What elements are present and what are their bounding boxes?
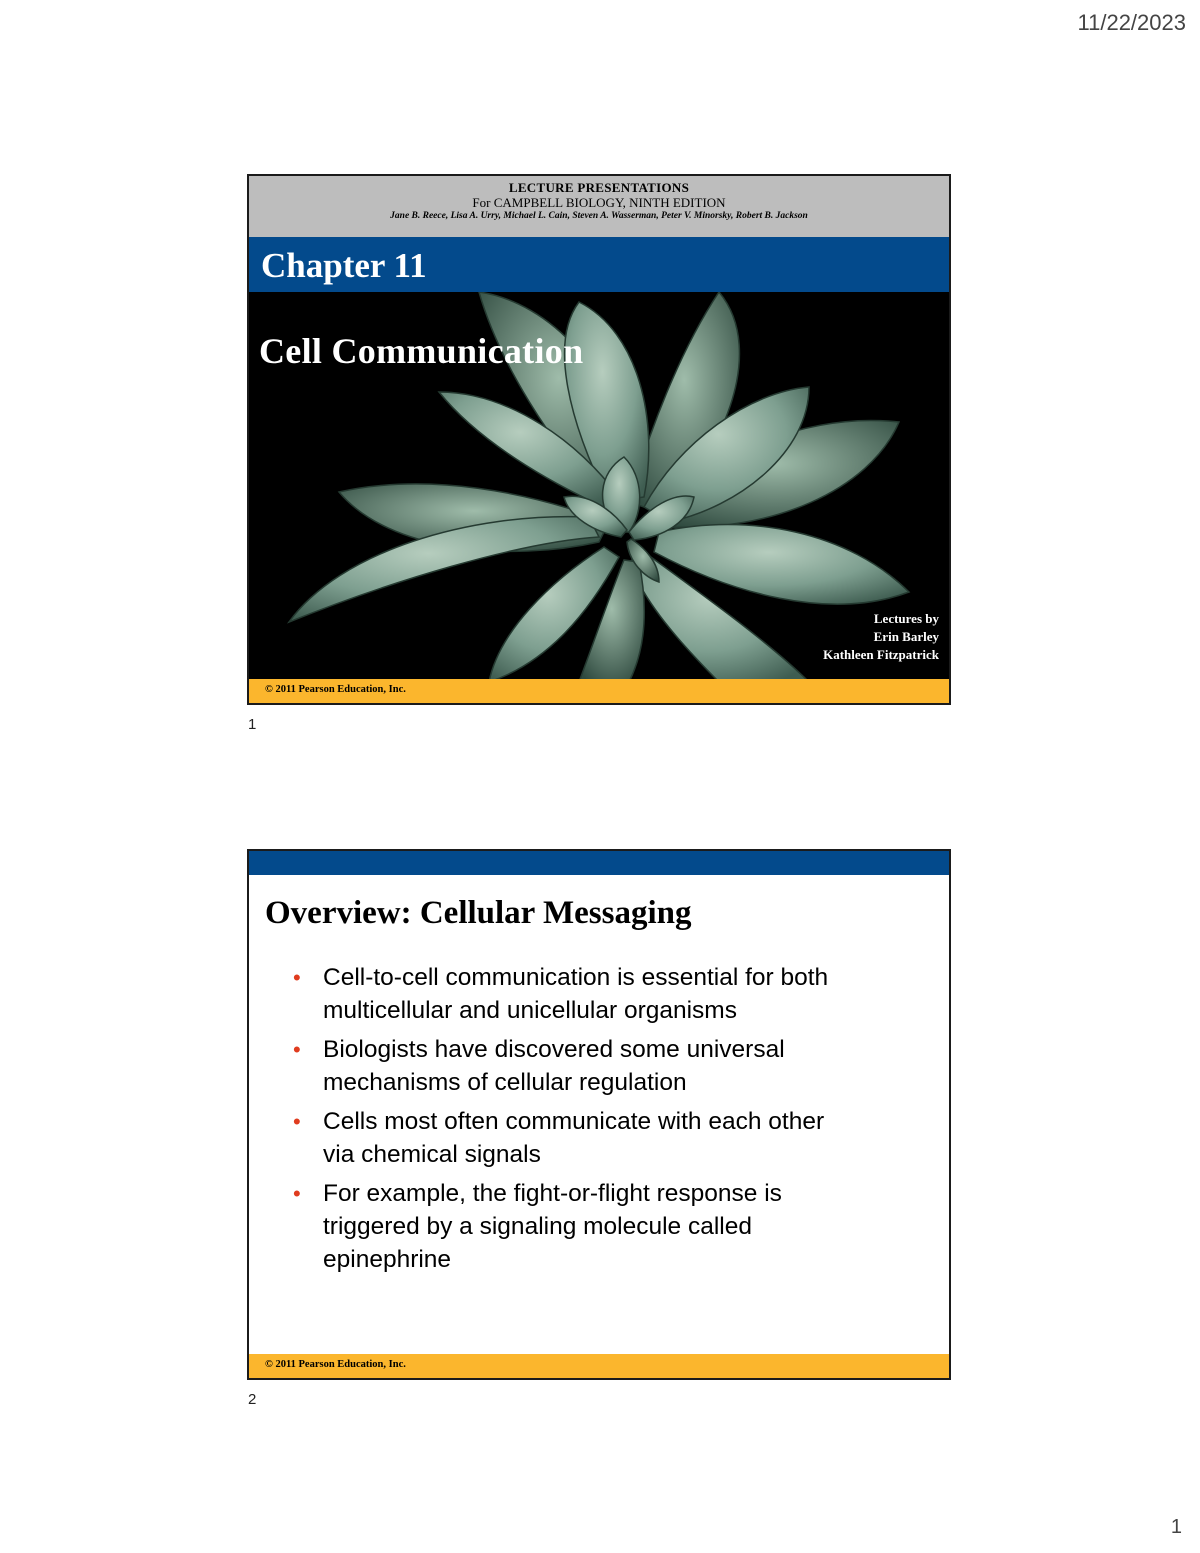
lectures-by-label: Lectures by xyxy=(873,611,939,626)
header-line-2: For CAMPBELL BIOLOGY, NINTH EDITION xyxy=(472,194,726,210)
slide-number-1: 1 xyxy=(248,716,257,733)
lecturer-name-2: Kathleen Fitzpatrick xyxy=(823,647,939,662)
bullet-list xyxy=(293,961,903,1282)
copyright-text: © 2011 Pearson Education, Inc. xyxy=(265,684,406,695)
slide-number-2: 2 xyxy=(248,1391,257,1408)
slide-title: Cell Communication xyxy=(259,331,584,371)
lecturer-credits xyxy=(823,610,939,664)
bullet-line: mechanisms of cellular regulation xyxy=(323,1069,687,1096)
slide-2 xyxy=(247,849,951,1380)
bullet-line: Cells most often communicate with each other xyxy=(323,1108,825,1135)
bullet-icon: • xyxy=(293,1109,301,1134)
bullet-line: For example, the fight-or-flight response is xyxy=(323,1180,782,1207)
copyright-bar xyxy=(249,1354,949,1378)
copyright-bar xyxy=(249,679,949,703)
list-item xyxy=(293,1033,903,1099)
lecturer-name-1: Erin Barley xyxy=(873,629,939,644)
list-item xyxy=(293,1105,903,1171)
bullet-line: triggered by a signaling molecule called xyxy=(323,1213,753,1240)
copyright-text: © 2011 Pearson Education, Inc. xyxy=(265,1359,406,1370)
bullet-line: multicellular and unicellular organisms xyxy=(323,997,737,1024)
header-authors: Jane B. Reece, Lisa A. Urry, Michael L. Cain, Steven A. Wasserman, Peter V. Minorsky, Robert B. Jackson xyxy=(390,210,808,221)
slide-header xyxy=(249,176,949,237)
page-number: 1 xyxy=(1170,1516,1182,1538)
slide-1 xyxy=(247,174,951,705)
chapter-label: Chapter 11 xyxy=(261,246,427,285)
bullet-icon: • xyxy=(293,965,301,990)
bullet-line: Cell-to-cell communication is essential for both xyxy=(323,964,829,991)
chapter-bar xyxy=(249,237,949,292)
slide-title: Overview: Cellular Messaging xyxy=(265,895,692,931)
bullet-line: Biologists have discovered some universal xyxy=(323,1036,785,1063)
bullet-line: via chemical signals xyxy=(323,1141,541,1168)
slide-top-bar xyxy=(249,851,949,875)
bullet-line: epinephrine xyxy=(323,1246,452,1273)
list-item xyxy=(293,1177,903,1276)
bullet-icon: • xyxy=(293,1037,301,1062)
list-item xyxy=(293,961,903,1027)
page-date: 11/22/2023 xyxy=(1077,10,1186,35)
header-line-1: LECTURE PRESENTATIONS xyxy=(508,180,690,195)
bullet-icon: • xyxy=(293,1181,301,1206)
